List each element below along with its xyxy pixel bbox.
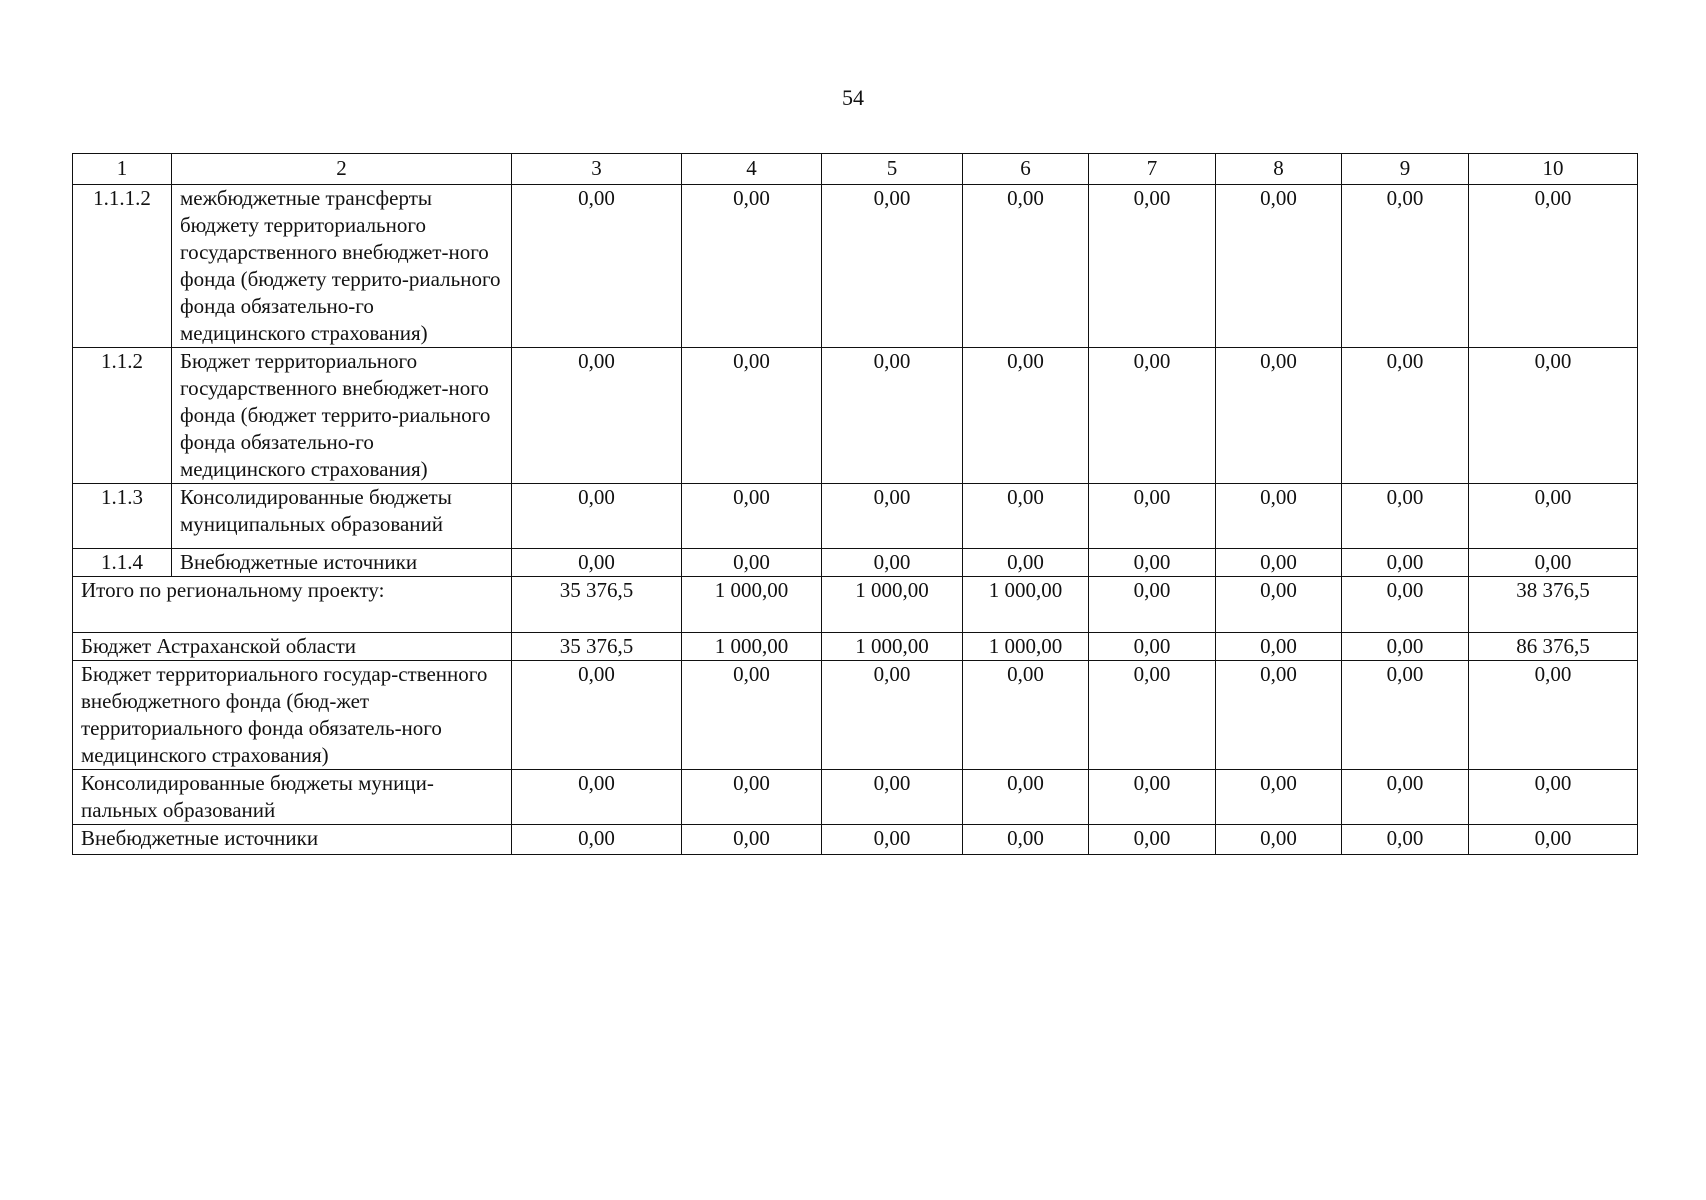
- cell-value: 0,00: [963, 484, 1089, 549]
- cell-value: 0,00: [1469, 348, 1638, 484]
- cell-value: 0,00: [1342, 770, 1469, 825]
- column-header: 9: [1342, 154, 1469, 185]
- cell-value: 0,00: [1469, 484, 1638, 549]
- cell-value: 0,00: [682, 770, 822, 825]
- cell-value: 0,00: [1089, 348, 1216, 484]
- cell-value: 0,00: [512, 661, 682, 770]
- column-header: 5: [822, 154, 963, 185]
- row-name: Консолидированные бюджеты муниципальных образований: [172, 484, 512, 549]
- cell-value: 0,00: [512, 770, 682, 825]
- column-header: 7: [1089, 154, 1216, 185]
- cell-value: 0,00: [1216, 633, 1342, 661]
- cell-value: 0,00: [1216, 825, 1342, 855]
- row-code: 1.1.1.2: [73, 185, 172, 348]
- cell-value: 0,00: [1089, 633, 1216, 661]
- row-code: 1.1.2: [73, 348, 172, 484]
- cell-value: 0,00: [1216, 484, 1342, 549]
- cell-value: 1 000,00: [822, 577, 963, 633]
- cell-value: 86 376,5: [1469, 633, 1638, 661]
- cell-value: 0,00: [1342, 549, 1469, 577]
- cell-value: 0,00: [512, 348, 682, 484]
- cell-value: 0,00: [963, 185, 1089, 348]
- cell-value: 0,00: [1089, 770, 1216, 825]
- cell-value: 0,00: [1089, 825, 1216, 855]
- column-header: 8: [1216, 154, 1342, 185]
- cell-value: 0,00: [1216, 661, 1342, 770]
- cell-value: 0,00: [1469, 770, 1638, 825]
- cell-value: 0,00: [1342, 484, 1469, 549]
- cell-value: 0,00: [682, 549, 822, 577]
- cell-value: 0,00: [822, 825, 963, 855]
- cell-value: 0,00: [1469, 185, 1638, 348]
- cell-value: 0,00: [963, 825, 1089, 855]
- cell-value: 0,00: [1469, 825, 1638, 855]
- cell-value: 0,00: [1342, 825, 1469, 855]
- cell-value: 0,00: [1089, 185, 1216, 348]
- cell-value: 38 376,5: [1469, 577, 1638, 633]
- cell-value: 0,00: [512, 484, 682, 549]
- column-header: 2: [172, 154, 512, 185]
- summary-row: [73, 825, 1638, 855]
- cell-value: 0,00: [1469, 549, 1638, 577]
- cell-value: 0,00: [963, 661, 1089, 770]
- cell-value: 0,00: [822, 661, 963, 770]
- cell-value: 1 000,00: [682, 633, 822, 661]
- cell-value: 0,00: [1216, 185, 1342, 348]
- header-row: [73, 154, 1638, 185]
- cell-value: 1 000,00: [822, 633, 963, 661]
- row-name: межбюджетные трансферты бюджету территориального государственного внебюджет-ного фонда (бюджету террито-риального фонда обязательно-го медицинского страхования): [172, 185, 512, 348]
- summary-name: Консолидированные бюджеты муници-пальных образований: [73, 770, 512, 825]
- cell-value: 0,00: [682, 661, 822, 770]
- cell-value: 1 000,00: [963, 577, 1089, 633]
- cell-value: 0,00: [1342, 577, 1469, 633]
- row-code: 1.1.4: [73, 549, 172, 577]
- cell-value: 0,00: [1089, 661, 1216, 770]
- summary-name: Итого по региональному проекту:: [73, 577, 512, 633]
- cell-value: 0,00: [822, 484, 963, 549]
- cell-value: 0,00: [1216, 549, 1342, 577]
- cell-value: 35 376,5: [512, 577, 682, 633]
- cell-value: 0,00: [1342, 661, 1469, 770]
- cell-value: 0,00: [512, 549, 682, 577]
- table-row: [73, 549, 1638, 577]
- cell-value: 0,00: [1342, 185, 1469, 348]
- table-row: [73, 348, 1638, 484]
- cell-value: 0,00: [1089, 484, 1216, 549]
- summary-row: [73, 770, 1638, 825]
- cell-value: 0,00: [512, 825, 682, 855]
- cell-value: 1 000,00: [963, 633, 1089, 661]
- column-header: 4: [682, 154, 822, 185]
- cell-value: 0,00: [963, 348, 1089, 484]
- cell-value: 35 376,5: [512, 633, 682, 661]
- cell-value: 0,00: [512, 185, 682, 348]
- cell-value: 0,00: [682, 484, 822, 549]
- cell-value: 0,00: [1089, 549, 1216, 577]
- column-header: 6: [963, 154, 1089, 185]
- summary-row: [73, 633, 1638, 661]
- cell-value: 0,00: [1216, 577, 1342, 633]
- table-row: [73, 484, 1638, 549]
- row-name: Бюджет территориального государственного внебюджет-ного фонда (бюджет террито-риального фонда обязательно-го медицинского страхования): [172, 348, 512, 484]
- column-header: 10: [1469, 154, 1638, 185]
- cell-value: 0,00: [1216, 348, 1342, 484]
- table-row: [73, 185, 1638, 348]
- cell-value: 0,00: [1469, 661, 1638, 770]
- cell-value: 0,00: [963, 770, 1089, 825]
- cell-value: 0,00: [822, 549, 963, 577]
- summary-name: Бюджет территориального государ-ственного внебюджетного фонда (бюд-жет территориального фонда обязатель-ного медицинского страхования): [73, 661, 512, 770]
- cell-value: 0,00: [822, 348, 963, 484]
- row-code: 1.1.3: [73, 484, 172, 549]
- cell-value: 0,00: [1216, 770, 1342, 825]
- page-number: 54: [842, 85, 864, 110]
- row-name: Внебюджетные источники: [172, 549, 512, 577]
- cell-value: 1 000,00: [682, 577, 822, 633]
- summary-row: [73, 577, 1638, 633]
- cell-value: 0,00: [963, 549, 1089, 577]
- summary-row: [73, 661, 1638, 770]
- cell-value: 0,00: [1089, 577, 1216, 633]
- summary-name: Внебюджетные источники: [73, 825, 512, 855]
- cell-value: 0,00: [682, 185, 822, 348]
- column-header: 1: [73, 154, 172, 185]
- cell-value: 0,00: [822, 770, 963, 825]
- summary-name: Бюджет Астраханской области: [73, 633, 512, 661]
- cell-value: 0,00: [682, 348, 822, 484]
- cell-value: 0,00: [682, 825, 822, 855]
- column-header: 3: [512, 154, 682, 185]
- budget-table: [72, 153, 1638, 855]
- cell-value: 0,00: [1342, 633, 1469, 661]
- cell-value: 0,00: [1342, 348, 1469, 484]
- cell-value: 0,00: [822, 185, 963, 348]
